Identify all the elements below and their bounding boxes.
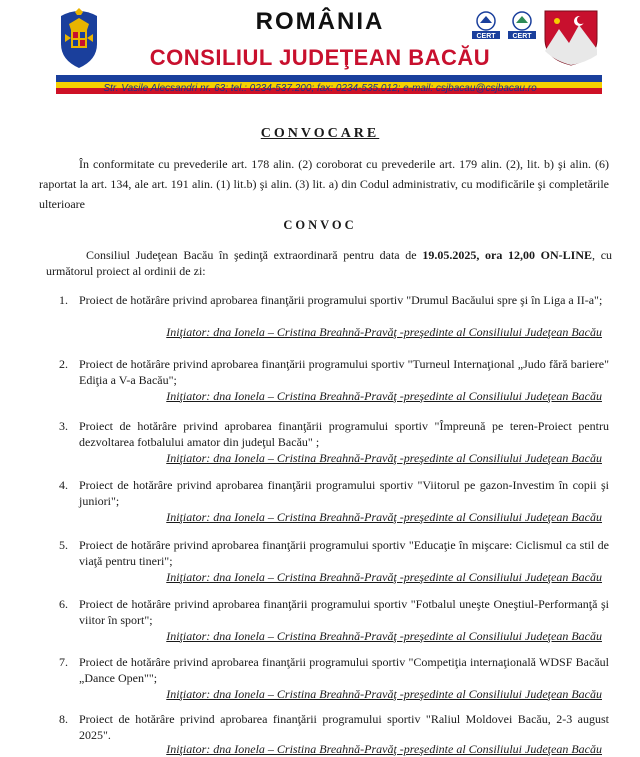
cert-label: CERT <box>476 33 496 40</box>
agenda-item-text: Proiect de hotărâre privind aprobarea finanţării programului sportiv "Turneul Internaţional „Judo fără bariere" Ediţia a V-a Bacău"; <box>79 357 609 387</box>
intro-text-end: , cu următorul proiect al ordinii de zi: <box>46 248 613 278</box>
agenda-item-initiator: Iniţiator: dna Ionela – Cristina Breahnă-Pravăţ -preşedinte al Consiliului Judeţean Bacău <box>166 570 602 584</box>
cert-label: CERT <box>512 33 532 40</box>
agenda-item-text: Proiect de hotărâre privind aprobarea finanţării programului sportiv "Împreună pe teren-Proiect pentru dezvoltarea fotbalului amator din judeţul Bacău" ; <box>79 419 609 449</box>
agenda-item-number: 3. <box>59 419 68 433</box>
legal-basis-text: În conformitate cu prevederile art. 178 alin. (2) coroborat cu prevederile art. 179 alin. (2), lit. b) şi alin. (6) raportat la art. 134, ale art. 191 alin. (1) lit.b) şi alin. (3) lit. a) din Codul administrativ, cu modificările şi completările ulterioare <box>39 157 609 211</box>
agenda-item-number: 4. <box>59 478 68 492</box>
agenda-item-text: Proiect de hotărâre privind aprobarea finanţării programului sportiv "Raliul Moldovei Bacău, 2-3 august 2025". <box>79 712 609 742</box>
agenda-item-text: Proiect de hotărâre privind aprobarea finanţării programului sportiv "Educaţie în mişcare: Ciclismul ca stil de viaţă pentru tineri"; <box>79 538 609 568</box>
meeting-date: 19.05.2025, ora 12,00 ON-LINE <box>422 248 593 262</box>
agenda-item-text: Proiect de hotărâre privind aprobarea finanţării programului sportiv "Drumul Bacăului spre şi în Liga a II-a"; <box>79 293 603 307</box>
agenda-item-initiator: Iniţiator: dna Ionela – Cristina Breahnă-Pravăţ -preşedinte al Consiliului Judeţean Bacău <box>166 451 602 465</box>
agenda-item-number: 2. <box>59 357 68 371</box>
agenda-item-initiator: Iniţiator: dna Ionela – Cristina Breahnă-Pravăţ -preşedinte al Consiliului Judeţean Bacău <box>166 325 602 339</box>
agenda-item-initiator: Iniţiator: dna Ionela – Cristina Breahnă-Pravăţ -preşedinte al Consiliului Judeţean Bacău <box>166 687 602 701</box>
council-title: CONSILIUL JUDEŢEAN BACĂU <box>149 45 491 70</box>
agenda-item-number: 6. <box>59 597 68 611</box>
agenda-item-initiator: Iniţiator: dna Ionela – Cristina Breahnă-Pravăţ -preşedinte al Consiliului Judeţean Bacău <box>166 742 602 756</box>
cert-badge-icon <box>506 10 538 40</box>
agenda-item-initiator: Iniţiator: dna Ionela – Cristina Breahnă-Pravăţ -preşedinte al Consiliului Judeţean Bacău <box>166 510 602 524</box>
agenda-item-number: 7. <box>59 655 68 669</box>
intro-text: Consiliul Judeţean Bacău în şedinţă extraordinară pentru data de <box>86 248 423 262</box>
agenda-item-initiator: Iniţiator: dna Ionela – Cristina Breahnă-Pravăţ -preşedinte al Consiliului Judeţean Bacău <box>166 389 602 403</box>
country-title: ROMÂNIA <box>255 8 385 35</box>
flag-stripe-blue <box>56 75 602 82</box>
agenda-item-number: 1. <box>59 293 68 307</box>
cert-badge-icon <box>470 10 502 40</box>
agenda-item-initiator: Iniţiator: dna Ionela – Cristina Breahnă-Pravăţ -preşedinte al Consiliului Judeţean Bacău <box>166 629 602 643</box>
agenda-item-text: Proiect de hotărâre privind aprobarea finanţării programului sportiv "Viitorul pe gazon-Investim în copii şi juniori"; <box>79 478 609 508</box>
legal-basis-paragraph <box>39 154 609 214</box>
agenda-item-text: Proiect de hotărâre privind aprobarea finanţării programului sportiv "Competiţia internaţională WDSF Bacăul „Dance Open""; <box>79 655 609 685</box>
agenda-item-number: 5. <box>59 538 68 552</box>
agenda-item-number: 8. <box>59 712 68 726</box>
intro-paragraph <box>46 247 612 279</box>
agenda-item-text: Proiect de hotărâre privind aprobarea finanţării programului sportiv "Fotbalul uneşte Oneştiul-Performanţă şi viitor în sport"; <box>79 597 609 627</box>
document-heading: CONVOCARE <box>260 126 380 141</box>
contact-address: Str. Vasile Alecsandri nr. 63; tel.: 0234-537.200; fax: 0234-535.012; e-mail: csjbacau@csjbacau.ro <box>103 83 537 94</box>
bacau-county-coat-icon <box>541 7 601 67</box>
convoc-heading: CONVOC <box>283 218 357 232</box>
